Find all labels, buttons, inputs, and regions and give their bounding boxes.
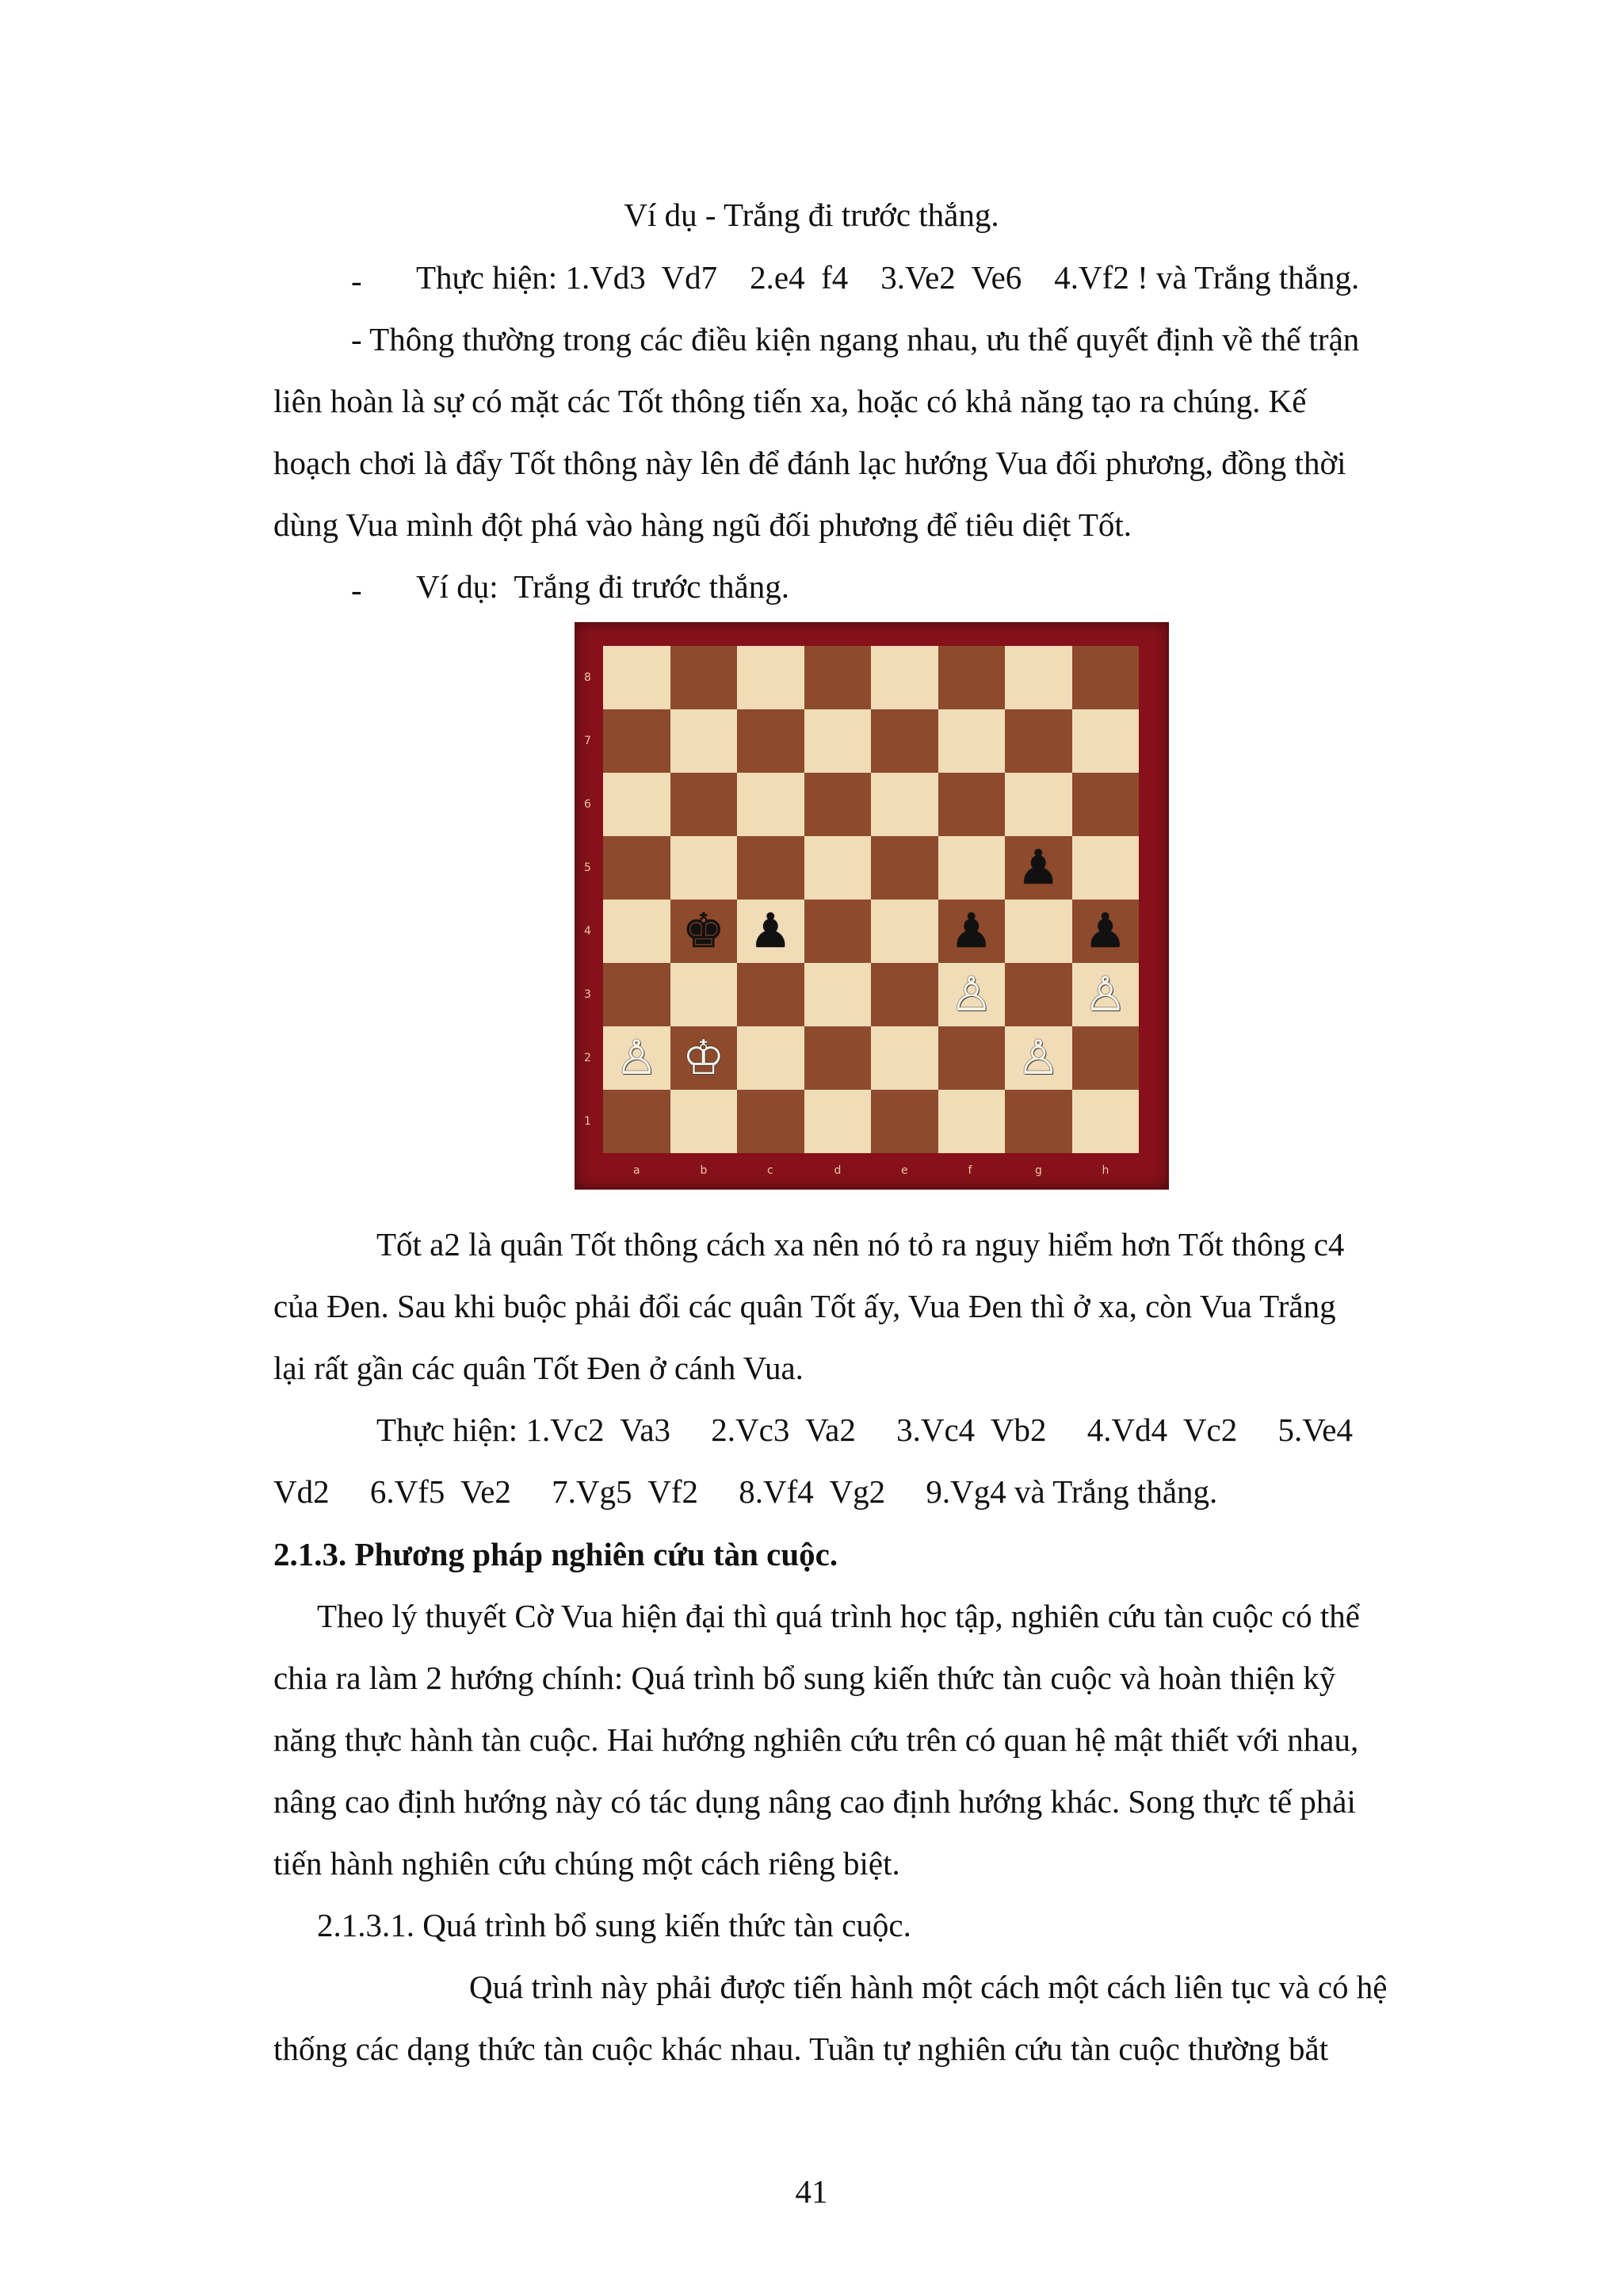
board-square-g3 — [1005, 963, 1072, 1026]
file-label: f — [968, 1164, 972, 1177]
rank-label: 2 — [584, 1052, 591, 1064]
paragraph-line: hoạch chơi là đẩy Tốt thông này lên để đánh lạc hướng Vua đối phương, đồng thời — [273, 445, 1346, 481]
board-square-b8 — [670, 646, 738, 709]
board-square-d1 — [804, 1090, 872, 1153]
board-square-c2 — [737, 1026, 804, 1090]
paragraph-line: Theo lý thuyết Cờ Vua hiện đại thì quá trình học tập, nghiên cứu tàn cuộc có thể — [317, 1598, 1360, 1634]
board-square-a7 — [603, 709, 670, 773]
board-square-b7 — [670, 709, 738, 773]
board-square-a3 — [603, 963, 670, 1026]
file-label: c — [767, 1164, 773, 1177]
board-square-e7 — [871, 709, 938, 773]
paragraph-line: chia ra làm 2 hướng chính: Quá trình bổ sung kiến thức tàn cuộc và hoàn thiện kỹ — [273, 1660, 1336, 1696]
paragraph-line: - Thông thường trong các điều kiện ngang nhau, ưu thế quyết định về thế trận — [351, 321, 1360, 357]
paragraph-line: tiến hành nghiên cứu chúng một cách riêng biệt. — [273, 1845, 900, 1881]
board-square-c3 — [737, 963, 804, 1026]
board-square-f4 — [938, 900, 1006, 963]
black-pawn-c4: ♟ — [749, 904, 792, 959]
moves-line-2: Thực hiện: 1.Vc2 Va3 2.Vc3 Va2 3.Vc4 Vb2 4.Vd4 Vc2 5.Ve4 — [376, 1412, 1353, 1448]
board-square-g4 — [1005, 900, 1072, 963]
board-square-e5 — [871, 836, 938, 900]
rank-label: 3 — [584, 988, 591, 1001]
board-square-f6 — [938, 773, 1006, 836]
rank-label: 5 — [584, 861, 591, 874]
white-pawn-a2: ♙ — [615, 1030, 659, 1086]
board-square-c6 — [737, 773, 804, 836]
file-label: b — [700, 1164, 708, 1177]
board-square-h1 — [1072, 1090, 1140, 1153]
white-pawn-g2: ♙ — [1017, 1030, 1060, 1086]
board-square-a1 — [603, 1090, 670, 1153]
file-label: h — [1102, 1164, 1109, 1177]
rank-label: 7 — [584, 735, 591, 747]
board-square-d4 — [804, 900, 872, 963]
board-square-a6 — [603, 773, 670, 836]
board-square-h5 — [1072, 836, 1140, 900]
rank-label: 4 — [584, 925, 591, 938]
board-square-g1 — [1005, 1090, 1072, 1153]
moves-line-3: Vd2 6.Vf5 Ve2 7.Vg5 Vf2 8.Vf4 Vg2 9.Vg4 và Trắng thắng. — [273, 1473, 1218, 1510]
board-square-b4 — [670, 900, 738, 963]
board-square-c5 — [737, 836, 804, 900]
moves-line-1: Thực hiện: 1.Vd3 Vd7 2.e4 f4 3.Ve2 Ve6 4.Vf2 ! và Trắng thắng. — [416, 259, 1360, 296]
file-label: e — [901, 1164, 908, 1177]
board-square-e4 — [871, 900, 938, 963]
white-pawn-h3: ♙ — [1083, 967, 1127, 1022]
section-heading: 2.1.3. Phương pháp nghiên cứu tàn cuộc. — [273, 1536, 838, 1572]
board-square-h7 — [1072, 709, 1140, 773]
board-square-h4 — [1072, 900, 1140, 963]
paragraph-line: liên hoàn là sự có mặt các Tốt thông tiến xa, hoặc có khả năng tạo ra chúng. Kế — [273, 383, 1307, 419]
board-square-b3 — [670, 963, 738, 1026]
rank-label: 1 — [584, 1115, 591, 1128]
board-square-c7 — [737, 709, 804, 773]
board-square-b1 — [670, 1090, 738, 1153]
board-square-c1 — [737, 1090, 804, 1153]
board-square-b5 — [670, 836, 738, 900]
paragraph-line: thống các dạng thức tàn cuộc khác nhau. Tuần tự nghiên cứu tàn cuộc thường bắt — [273, 2030, 1329, 2067]
board-square-d5 — [804, 836, 872, 900]
black-pawn-g5: ♟ — [1017, 840, 1060, 896]
black-pawn-f4: ♟ — [949, 904, 993, 959]
board-square-e8 — [871, 646, 938, 709]
board-square-g7 — [1005, 709, 1072, 773]
board-square-d3 — [804, 963, 872, 1026]
paragraph-line: Tốt a2 là quân Tốt thông cách xa nên nó tỏ ra nguy hiểm hơn Tốt thông c4 — [376, 1226, 1345, 1263]
board-square-c8 — [737, 646, 804, 709]
paragraph-line: nâng cao định hướng này có tác dụng nâng cao định hướng khác. Song thực tế phải — [273, 1783, 1356, 1820]
file-label: d — [834, 1164, 842, 1177]
board-square-f1 — [938, 1090, 1006, 1153]
example-heading-2: Ví dụ: Trắng đi trước thắng. — [416, 568, 789, 605]
page-number: 41 — [795, 2173, 828, 2210]
board-square-c4 — [737, 900, 804, 963]
board-square-e6 — [871, 773, 938, 836]
board-square-e3 — [871, 963, 938, 1026]
board-square-g8 — [1005, 646, 1072, 709]
rank-label: 6 — [584, 798, 591, 811]
board-square-f8 — [938, 646, 1006, 709]
paragraph-line: dùng Vua mình đột phá vào hàng ngũ đối phương để tiêu diệt Tốt. — [273, 506, 1132, 543]
white-king-b2: ♔ — [682, 1030, 725, 1086]
board-square-g5 — [1005, 836, 1072, 900]
bullet-dash: - — [351, 262, 362, 299]
chess-board — [603, 646, 1139, 1153]
board-square-h2 — [1072, 1026, 1140, 1090]
board-square-b2 — [670, 1026, 738, 1090]
black-king-b4: ♚ — [682, 904, 725, 959]
board-square-f3 — [938, 963, 1006, 1026]
paragraph-line: của Đen. Sau khi buộc phải đổi các quân Tốt ấy, Vua Đen thì ở xa, còn Vua Trắng — [273, 1288, 1336, 1324]
board-square-h3 — [1072, 963, 1140, 1026]
subsection-heading: 2.1.3.1. Quá trình bổ sung kiến thức tàn cuộc. — [317, 1907, 911, 1943]
board-square-e1 — [871, 1090, 938, 1153]
paragraph-line: năng thực hành tàn cuộc. Hai hướng nghiên cứu trên có quan hệ mật thiết với nhau, — [273, 1721, 1359, 1758]
board-square-a8 — [603, 646, 670, 709]
board-square-d6 — [804, 773, 872, 836]
board-square-a4 — [603, 900, 670, 963]
board-square-f5 — [938, 836, 1006, 900]
board-square-d7 — [804, 709, 872, 773]
paragraph-line: lại rất gần các quân Tốt Đen ở cánh Vua. — [273, 1350, 804, 1386]
board-square-b6 — [670, 773, 738, 836]
board-square-g6 — [1005, 773, 1072, 836]
example-heading-1: Ví dụ - Trắng đi trước thắng. — [624, 197, 999, 233]
board-square-a2 — [603, 1026, 670, 1090]
file-label: g — [1035, 1164, 1042, 1177]
rank-label: 8 — [584, 671, 591, 684]
bullet-dash: - — [351, 571, 362, 608]
white-pawn-f3: ♙ — [949, 967, 993, 1022]
board-square-g2 — [1005, 1026, 1072, 1090]
chess-diagram — [575, 622, 1169, 1190]
file-label: a — [633, 1164, 640, 1177]
board-square-h6 — [1072, 773, 1140, 836]
board-square-d2 — [804, 1026, 872, 1090]
board-square-f2 — [938, 1026, 1006, 1090]
board-square-d8 — [804, 646, 872, 709]
paragraph-line: Quá trình này phải được tiến hành một cách một cách liên tục và có hệ — [469, 1969, 1388, 2005]
board-square-h8 — [1072, 646, 1140, 709]
black-pawn-h4: ♟ — [1083, 904, 1127, 959]
board-square-e2 — [871, 1026, 938, 1090]
board-square-f7 — [938, 709, 1006, 773]
board-square-a5 — [603, 836, 670, 900]
